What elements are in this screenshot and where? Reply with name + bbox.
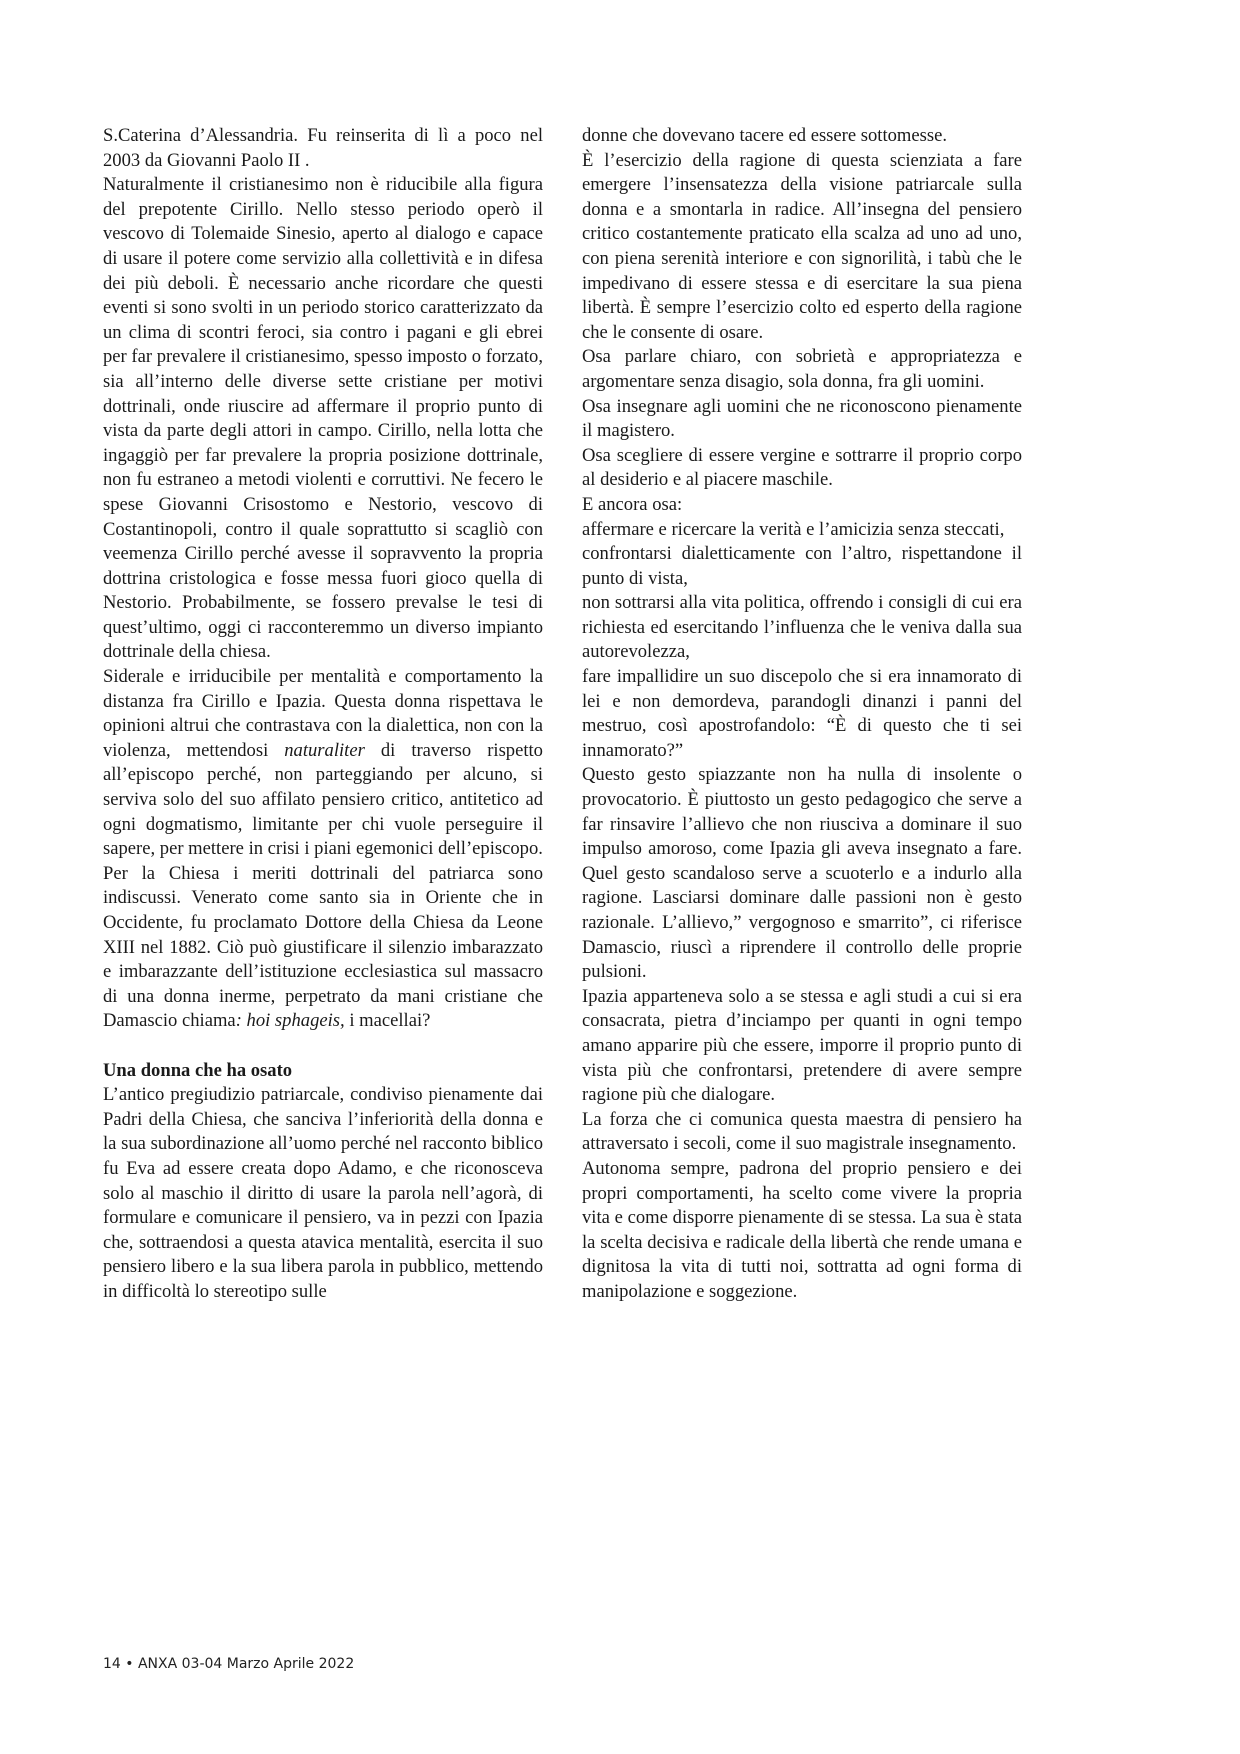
paragraph: confrontarsi dialetticamente con l’altro, rispettandone il punto di vista, xyxy=(582,543,1022,589)
paragraph: La forza che ci comunica questa maestra di pensiero ha attraversato i secoli, come il suo magistrale insegnamento. xyxy=(582,1108,1022,1155)
paragraph: Naturalmente il cristianesimo non è riducibile alla figura del prepotente Cirillo. Nello stesso periodo operò il vescovo di Tolemaide Sinesio, aperto al dialogo e capace di usare il potere come servizio alla collettività e in difesa dei più deboli. È necessario anche ricordare che questi eventi si sono svolti in un periodo storico caratterizzato da un clima di scontri feroci, sia contro i pagani e gli ebrei per far prevalere il cristianesimo, spesso imposto o forzato, sia all’interno delle diverse sette cristiane per motivi dottrinali, onde riuscire ad affermare il proprio punto di vista da parte degli attori in campo. Cirillo, nella lotta che ingaggiò per far prevalere la propria posizione dottrinale, non fu estraneo a metodi violenti e corruttivi. Ne fecero le spese Giovanni Crisostomo e Nestorio, vescovo di Costantinopoli, contro il quale soprattutto si scagliò con veemenza Cirillo perché avesse il sopravvento la propria dottrina cristologica e fosse messa fuori gioco quella di Nestorio. Probabilmente, se fossero prevalse le tesi di quest’ultimo, oggi ci racconteremmo un diverso impianto dottrinale della chiesa. xyxy=(103,174,543,663)
italic-term: : hoi sphageis, xyxy=(235,1010,345,1032)
page-footer: 14 • ANXA 03-04 Marzo Aprile 2022 xyxy=(103,1656,355,1672)
paragraph: Osa parlare chiaro, con sobrietà e appropriatezza e argomentare senza disagio, sola donna, fra gli uomini. xyxy=(582,346,1022,392)
right-column xyxy=(582,124,1022,1305)
paragraph-text: i macellai? xyxy=(344,1010,431,1032)
paragraph: L’antico pregiudizio patriarcale, condiviso pienamente dai Padri della Chiesa, che sanciva l’inferiorità della donna e la sua subordinazione all’uomo perché nel racconto biblico fu Eva ad essere creata dopo Adamo, e che riconosceva solo al maschio il diritto di usare la parola nell’agorà, di formulare e comunicare il pensiero, va in pezzi con Ipazia che, sottraendosi a questa atavica mentalità, esercita il suo pensiero libero e la sua libera parola in pubblico, mettendo in difficoltà lo stereotipo sulle xyxy=(103,1084,543,1302)
paragraph: S.Caterina d’Alessandria. Fu reinserita di lì a poco nel 2003 da Giovanni Paolo II . xyxy=(103,125,543,171)
paragraph xyxy=(103,665,543,862)
paragraph: fare impallidire un suo discepolo che si era innamorato di lei e non demordeva, parandogli dinanzi i panni del mestruo, così apostrofandolo: “È di questo che ti sei innamorato?” xyxy=(582,666,1022,761)
paragraph: non sottrarsi alla vita politica, offrendo i consigli di cui era richiesta ed esercitando l’influenza che le veniva dalla sua autorevolezza, xyxy=(582,592,1022,663)
paragraph: Osa scegliere di essere vergine e sottrarre il proprio corpo al desiderio e al piacere maschile. xyxy=(582,444,1022,491)
section-heading: Una donna che ha osato xyxy=(103,1059,293,1081)
paragraph-text: di traverso rispetto all’episcopo perché, non parteggiando per alcuno, si serviva solo del suo affilato pensiero critico, antitetico ad ogni dogmatismo, limitante per chi vuole perseguire il sapere, per mettere in crisi i piani egemonici dell’episcopo. xyxy=(103,739,543,860)
left-column xyxy=(103,124,543,1305)
paragraph xyxy=(103,862,543,1034)
italic-term: naturaliter xyxy=(284,739,365,761)
paragraph: Questo gesto spiazzante non ha nulla di insolente o provocatorio. È piuttosto un gesto pedagogico che serve a far rinsavire l’allievo che non riusciva a dominare il suo impulso amoroso, come Ipazia gli aveva insegnato a fare. Quel gesto scandaloso serve a scuoterlo e a indurlo alla ragione. Lasciarsi dominare dalle passioni non è gesto razionale. L’allievo,” vergognoso e smarrito”, ci riferisce Damascio, riuscì a riprendere il controllo delle proprie pulsioni. xyxy=(582,764,1022,983)
paragraph: Osa insegnare agli uomini che ne riconoscono pienamente il magistero. xyxy=(582,395,1022,442)
paragraph-text: Siderale e irriducibile per mentalità e comportamento la distanza fra Cirillo e Ipazia. Questa donna rispettava le opinioni altrui che contrastava con la dialettica, non con la violenza, mettendosi xyxy=(103,666,543,761)
paragraph: affermare e ricercare la verità e l’amicizia senza steccati, xyxy=(582,518,1005,540)
paragraph: Ipazia apparteneva solo a se stessa e agli studi a cui si era consacrata, pietra d’inciampo per quanti in ogni tempo amano apparire più che essere, imporre il proprio punto di vista più che confrontarsi, pretendere di avere sempre ragione più che dialogare. xyxy=(582,985,1022,1106)
paragraph: donne che dovevano tacere ed essere sottomesse. xyxy=(582,125,948,146)
paragraph: Autonoma sempre, padrona del proprio pensiero e dei propri comportamenti, ha scelto come vivere la propria vita e come disporre pienamente di se stessa. La sua è stata la scelta decisiva e radicale della libertà che rende umana e dignitosa la vita di tutti noi, sottratta ad ogni forma di manipolazione e soggezione. xyxy=(582,1157,1022,1302)
paragraph: E ancora osa: xyxy=(582,493,683,515)
paragraph-text: Per la Chiesa i meriti dottrinali del patriarca sono indiscussi. Venerato come santo sia in Oriente che in Occidente, fu proclamato Dottore della Chiesa da Leone XIII nel 1882. Ciò può giustificare il silenzio imbarazzato e imbarazzante dell’istituzione ecclesiastica sul massacro di una donna inerme, perpetrato da mani cristiane che Damascio chiama xyxy=(103,862,543,1032)
paragraph: È l’esercizio della ragione di questa scienziata a fare emergere l’insensatezza della visione patriarcale sulla donna e a smontarla in radice. All’insegna del pensiero critico costantemente praticato ella scalza ad uno ad uno, con piena serenità interiore e con signorilità, i tabù che le impedivano di essere stessa e di esercitare la sua piena libertà. È sempre l’esercizio colto ed esperto della ragione che le consente di osare. xyxy=(582,149,1022,343)
